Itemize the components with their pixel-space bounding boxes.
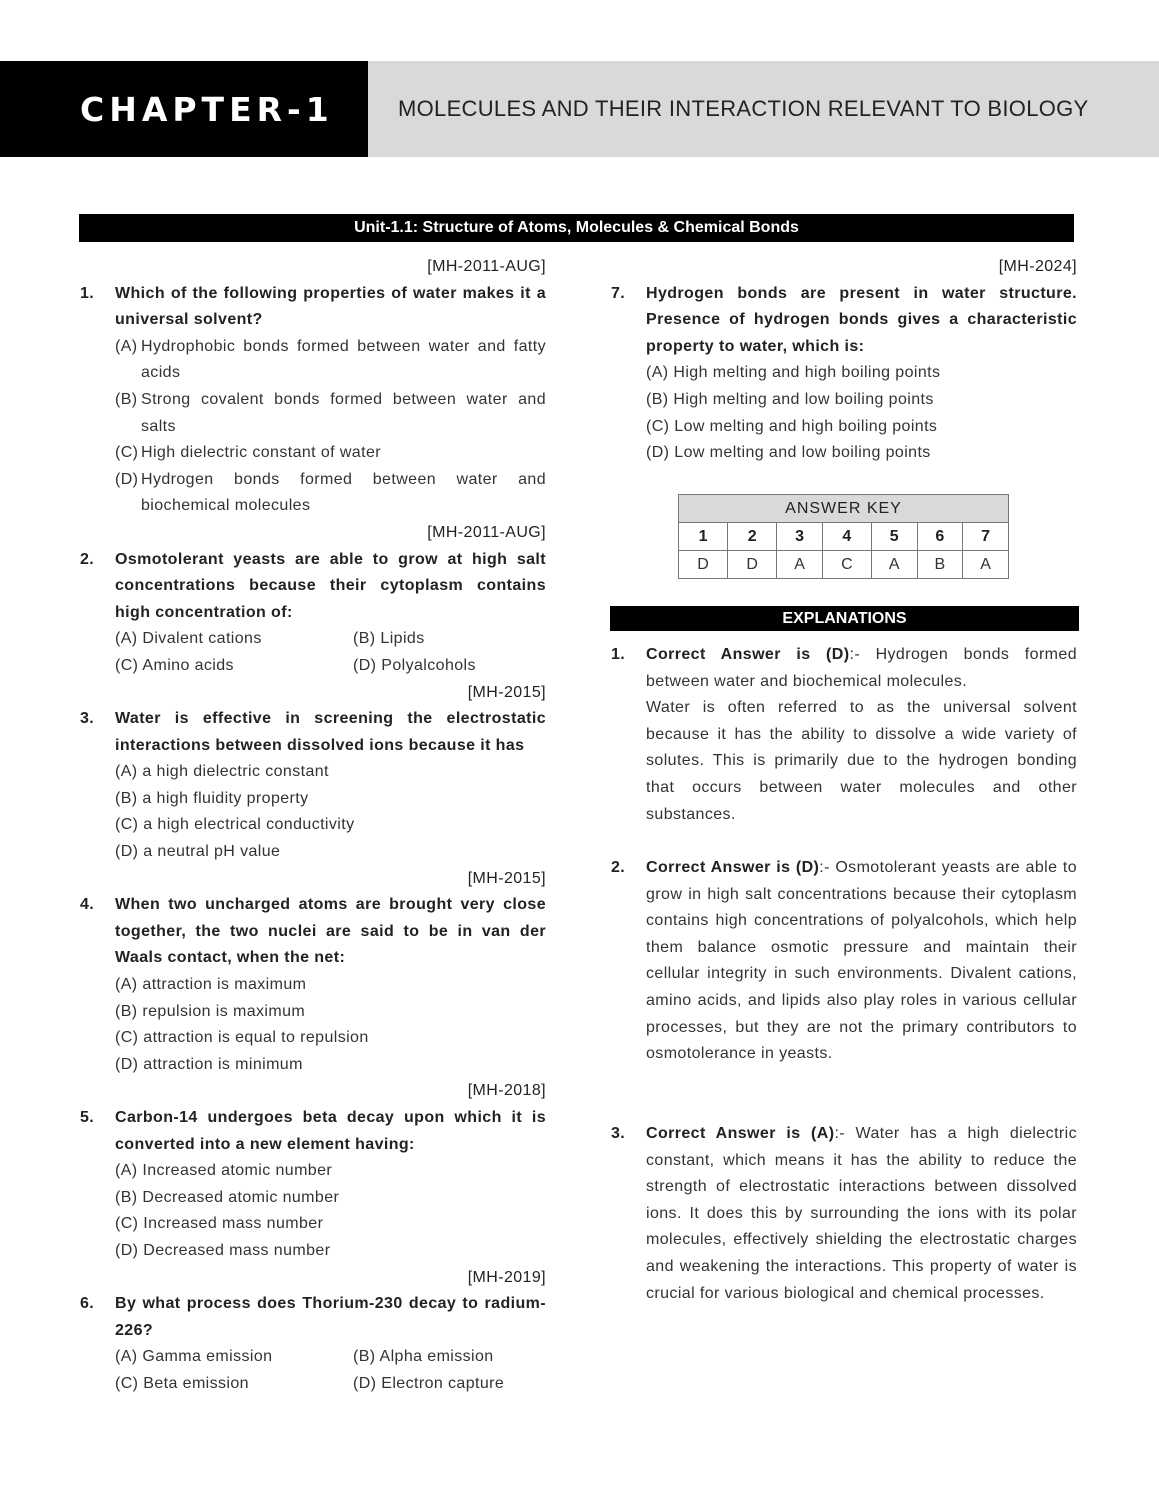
options-grid — [115, 626, 546, 679]
option-d — [115, 1238, 546, 1265]
option-text: Increased atomic number — [142, 1162, 333, 1180]
answer-key-answer: A — [871, 551, 917, 579]
question-2 — [80, 520, 546, 680]
answer-key-numbers-row — [679, 523, 1009, 551]
question-number: 1. — [80, 284, 95, 302]
option-a — [115, 972, 546, 999]
answer-key-number: 5 — [871, 523, 917, 551]
questions-right-column — [611, 254, 1077, 467]
answer-key-number: 2 — [728, 523, 777, 551]
option-d — [353, 1371, 546, 1398]
question-source-tag: [MH-2015] — [467, 869, 546, 887]
option-label: (C) — [115, 816, 139, 834]
option-text: Increased mass number — [143, 1215, 324, 1233]
option-a — [115, 334, 546, 387]
explanation-number: 3. — [611, 1125, 626, 1142]
answer-key-number: 3 — [777, 523, 823, 551]
answer-key-answer: B — [917, 551, 963, 579]
option-c — [115, 653, 353, 680]
question-source-tag: [MH-2015] — [467, 683, 546, 701]
separator: :- — [834, 1125, 856, 1142]
option-label: (D) — [115, 1241, 139, 1259]
option-b — [115, 999, 546, 1026]
option-label: (B) — [353, 1348, 376, 1366]
option-label: (D) — [353, 1374, 377, 1392]
explanation-1 — [611, 642, 1077, 828]
option-text: a neutral pH value — [143, 843, 281, 861]
answer-key-number: 4 — [822, 523, 871, 551]
option-label: (B) — [115, 1002, 138, 1020]
explanation-2 — [611, 855, 1077, 1068]
option-text: a high fluidity property — [142, 789, 309, 807]
answer-key-answer: C — [822, 551, 871, 579]
option-b — [115, 1185, 546, 1212]
option-b — [646, 387, 1077, 414]
option-d — [646, 440, 1077, 467]
option-text: repulsion is maximum — [142, 1002, 306, 1020]
answer-key-number: 7 — [963, 523, 1009, 551]
option-text: Hydrophobic bonds formed between water and fatty acids — [141, 337, 546, 382]
option-text: High melting and high boiling points — [673, 364, 941, 382]
option-text: Lipids — [380, 630, 425, 648]
question-text: Which of the following properties of water makes it a universal solvent? — [115, 284, 546, 329]
answer-key-answers-row — [679, 551, 1009, 579]
option-label: (D) — [353, 656, 377, 674]
option-label: (B) — [353, 630, 376, 648]
question-1 — [80, 254, 546, 520]
explanation-text: Water has a high dielectric constant, which means it has the ability to reduce the strength of electrostatic interactions between dissolved ions. It does this by surrounding the ions with its polar molecules, effectively shielding the electrostatic charges and weakening the interactions. This property of water is crucial for various biological and chemical processes. — [646, 1125, 1077, 1302]
separator: :- — [819, 859, 836, 876]
option-label: (A) — [646, 364, 669, 382]
answer-key-number: 6 — [917, 523, 963, 551]
option-text: a high electrical conductivity — [143, 816, 355, 834]
option-label: (A) — [115, 763, 138, 781]
correct-answer-label: Correct Answer is (D) — [646, 646, 850, 663]
explanation-text: Hydrogen bonds formed between water and biochemical molecules. — [646, 646, 1078, 690]
option-text: Electron capture — [381, 1374, 505, 1392]
explanation-3 — [611, 1121, 1077, 1307]
option-a — [115, 1344, 353, 1371]
option-label: (B) — [115, 390, 138, 408]
answer-key-answer: D — [679, 551, 728, 579]
option-label: (C) — [115, 444, 139, 462]
option-label: (C) — [646, 417, 670, 435]
option-text: Hydrogen bonds formed between water and biochemical molecules — [141, 470, 546, 515]
answer-key-table — [678, 494, 1009, 579]
option-label: (C) — [115, 1029, 139, 1047]
option-c — [115, 440, 546, 467]
option-a — [115, 626, 353, 653]
options-grid — [115, 1344, 546, 1397]
option-label: (A) — [115, 337, 138, 355]
option-text: Amino acids — [142, 656, 234, 674]
option-label: (B) — [115, 1188, 138, 1206]
option-text: Alpha emission — [379, 1348, 494, 1366]
option-text: Polyalcohols — [381, 656, 476, 674]
chapter-label: CHAPTER-1 — [0, 61, 368, 157]
chapter-banner — [0, 61, 1159, 157]
question-number: 2. — [80, 550, 95, 568]
option-c — [115, 1025, 546, 1052]
option-a — [115, 759, 546, 786]
option-b — [115, 387, 546, 440]
question-7 — [611, 254, 1077, 467]
option-c — [646, 414, 1077, 441]
option-text: Beta emission — [143, 1374, 249, 1392]
question-3 — [80, 680, 546, 866]
separator: :- — [849, 646, 876, 663]
option-label: (D) — [646, 444, 670, 462]
unit-heading: Unit-1.1: Structure of Atoms, Molecules & Chemical Bonds — [79, 214, 1074, 242]
option-label: (D) — [115, 843, 139, 861]
option-text: Decreased atomic number — [142, 1188, 340, 1206]
question-text: Carbon-14 undergoes beta decay upon which it is converted into a new element having: — [115, 1109, 546, 1153]
option-b — [115, 786, 546, 813]
question-number: 7. — [611, 284, 626, 302]
question-text: Hydrogen bonds are present in water structure. Presence of hydrogen bonds gives a characteristic property to water, which is: — [646, 284, 1077, 355]
question-number: 6. — [80, 1295, 95, 1313]
question-number: 4. — [80, 896, 95, 914]
option-b — [353, 1344, 546, 1371]
chapter-title: MOLECULES AND THEIR INTERACTION RELEVANT TO BIOLOGY — [368, 61, 1159, 157]
question-source-tag: [MH-2019] — [467, 1268, 546, 1286]
option-label: (D) — [115, 1055, 139, 1073]
option-label: (A) — [115, 1348, 138, 1366]
option-d — [115, 1052, 546, 1079]
option-label: (C) — [115, 1215, 139, 1233]
answer-key-answer: A — [777, 551, 823, 579]
answer-key-answer: D — [728, 551, 777, 579]
option-text: a high dielectric constant — [142, 763, 329, 781]
option-text: attraction is equal to repulsion — [143, 1029, 369, 1047]
option-text: High dielectric constant of water — [141, 444, 381, 462]
answer-key-number: 1 — [679, 523, 728, 551]
option-text: High melting and low boiling points — [673, 390, 934, 408]
option-c — [115, 812, 546, 839]
question-source-tag: [MH-2011-AUG] — [427, 523, 546, 541]
option-a — [115, 1158, 546, 1185]
option-label: (C) — [115, 1374, 139, 1392]
option-label: (A) — [115, 976, 138, 994]
option-d — [115, 839, 546, 866]
question-text: By what process does Thorium-230 decay to radium-226? — [115, 1295, 546, 1339]
option-label: (A) — [115, 630, 138, 648]
option-text: Gamma emission — [142, 1348, 273, 1366]
answer-key-answer: A — [963, 551, 1009, 579]
option-c — [115, 1371, 353, 1398]
question-text: Osmotolerant yeasts are able to grow at high salt concentrations because their cytoplasm contains high concentration of: — [115, 550, 546, 621]
correct-answer-label: Correct Answer is (A) — [646, 1125, 835, 1142]
option-text: Decreased mass number — [143, 1241, 331, 1259]
option-text: attraction is maximum — [142, 976, 307, 994]
explanations-heading: EXPLANATIONS — [610, 606, 1079, 631]
question-source-tag: [MH-2011-AUG] — [427, 258, 546, 275]
option-c — [115, 1211, 546, 1238]
question-source-tag: [MH-2024] — [998, 258, 1077, 275]
question-4 — [80, 866, 546, 1079]
explanation-detail: Water is often referred to as the universal solvent because it has the ability to dissolve a wide variety of solutes. This is primarily due to the hydrogen bonding that occurs between water molecules and other substances. — [646, 699, 1077, 823]
option-text: Strong covalent bonds formed between water and salts — [141, 390, 546, 435]
option-label: (A) — [115, 1162, 138, 1180]
question-text: When two uncharged atoms are brought very close together, the two nuclei are said to be in van der Waals contact, when the net: — [115, 896, 546, 967]
option-a — [646, 360, 1077, 387]
option-text: Low melting and low boiling points — [674, 444, 931, 462]
option-label: (D) — [115, 470, 139, 488]
explanation-text: Osmotolerant yeasts are able to grow in high salt concentrations because their cytoplasm contains high concentrations of polyalcohols, which help them balance osmotic pressure and maintain their cellular integrity in such environments. Divalent cations, amino acids, and lipids also play roles in various cellular processes, but they are not the primary contributors to osmotolerance in yeasts. — [646, 859, 1078, 1063]
explanation-number: 2. — [611, 859, 626, 876]
option-d — [353, 653, 546, 680]
option-label: (B) — [115, 789, 138, 807]
option-text: attraction is minimum — [143, 1055, 303, 1073]
question-number: 3. — [80, 710, 95, 728]
question-5 — [80, 1078, 546, 1264]
questions-left-column — [80, 254, 546, 1398]
explanation-number: 1. — [611, 646, 626, 663]
question-source-tag: [MH-2018] — [467, 1082, 546, 1100]
option-text: Divalent cations — [142, 630, 262, 648]
answer-key-title: ANSWER KEY — [679, 495, 1009, 523]
option-label: (B) — [646, 390, 669, 408]
option-b — [353, 626, 546, 653]
question-number: 5. — [80, 1109, 95, 1126]
option-d — [115, 467, 546, 520]
option-text: Low melting and high boiling points — [674, 417, 938, 435]
question-6 — [80, 1265, 546, 1398]
correct-answer-label: Correct Answer is (D) — [646, 859, 820, 876]
option-label: (C) — [115, 656, 139, 674]
question-text: Water is effective in screening the electrostatic interactions between dissolved ions because it has — [115, 710, 546, 754]
